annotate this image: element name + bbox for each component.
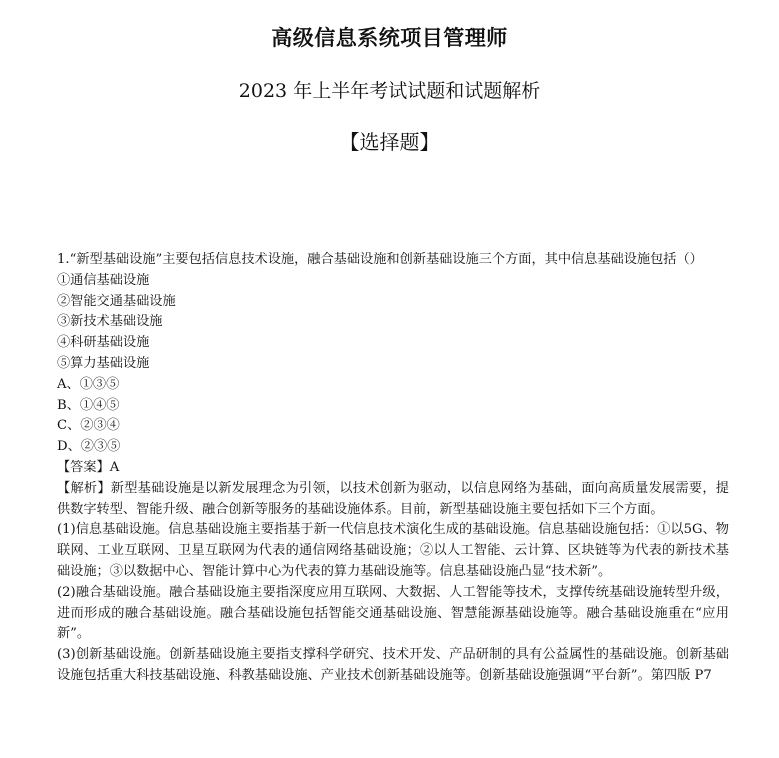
- analysis-paragraph: (1)信息基础设施。信息基础设施主要指基于新一代信息技术演化生成的基础设施。信息基础设施包括：①以5G、物联网、工业互联网、卫星互联网为代表的通信网络基础设施；②以人工智能、云计算、区块链等为代表的新技术基础设施；③以数据中心、智能计算中心为代表的算力基础设施等。信息基础设施凸显“技术新”。: [57, 522, 729, 579]
- option-a: A、①③⑤: [57, 376, 120, 392]
- list-item: ④科研基础设施: [57, 335, 150, 351]
- question-block: [57, 250, 729, 687]
- option-c: C、②③④: [57, 418, 120, 434]
- analysis-paragraph: 【解析】新型基础设施是以新发展理念为引领，以技术创新为驱动，以信息网络为基础，面向高质量发展需要，提供数字转型、智能升级、融合创新等服务的基础设施体系。目前，新型基础设施主要包括如下三个方面。: [57, 480, 729, 517]
- option-d: D、②③⑤: [57, 439, 121, 455]
- analysis-paragraph: (3)创新基础设施。创新基础设施主要指支撑科学研究、技术开发、产品研制的具有公益属性的基础设施。创新基础设施包括重大科技基础设施、科教基础设施、产业技术创新基础设施等。创新基础设施强调“平台新”。第四版 P7: [57, 647, 729, 683]
- list-item: ②智能交通基础设施: [57, 293, 176, 309]
- list-item: ①通信基础设施: [57, 272, 150, 288]
- analysis-paragraph: (2)融合基础设施。融合基础设施主要指深度应用互联网、大数据、人工智能等技术，支撑传统基础设施转型升级，进而形成的融合基础设施。融合基础设施包括智能交通基础设施、智慧能源基础设施等。融合基础设施重在“应用新”。: [57, 584, 729, 642]
- list-item: ⑤算力基础设施: [57, 355, 150, 371]
- document-title: 高级信息系统项目管理师: [271, 26, 508, 50]
- question-stem: 1.“新型基础设施”主要包括信息技术设施，融合基础设施和创新基础设施三个方面，其中信息基础设施包括（）: [57, 252, 703, 267]
- option-b: B、①④⑤: [57, 397, 120, 413]
- answer-line: 【答案】A: [57, 459, 120, 475]
- list-item: ③新技术基础设施: [57, 314, 163, 330]
- section-heading: 【选择题】: [339, 130, 440, 154]
- document-subtitle: 2023 年上半年考试试题和试题解析: [238, 80, 541, 102]
